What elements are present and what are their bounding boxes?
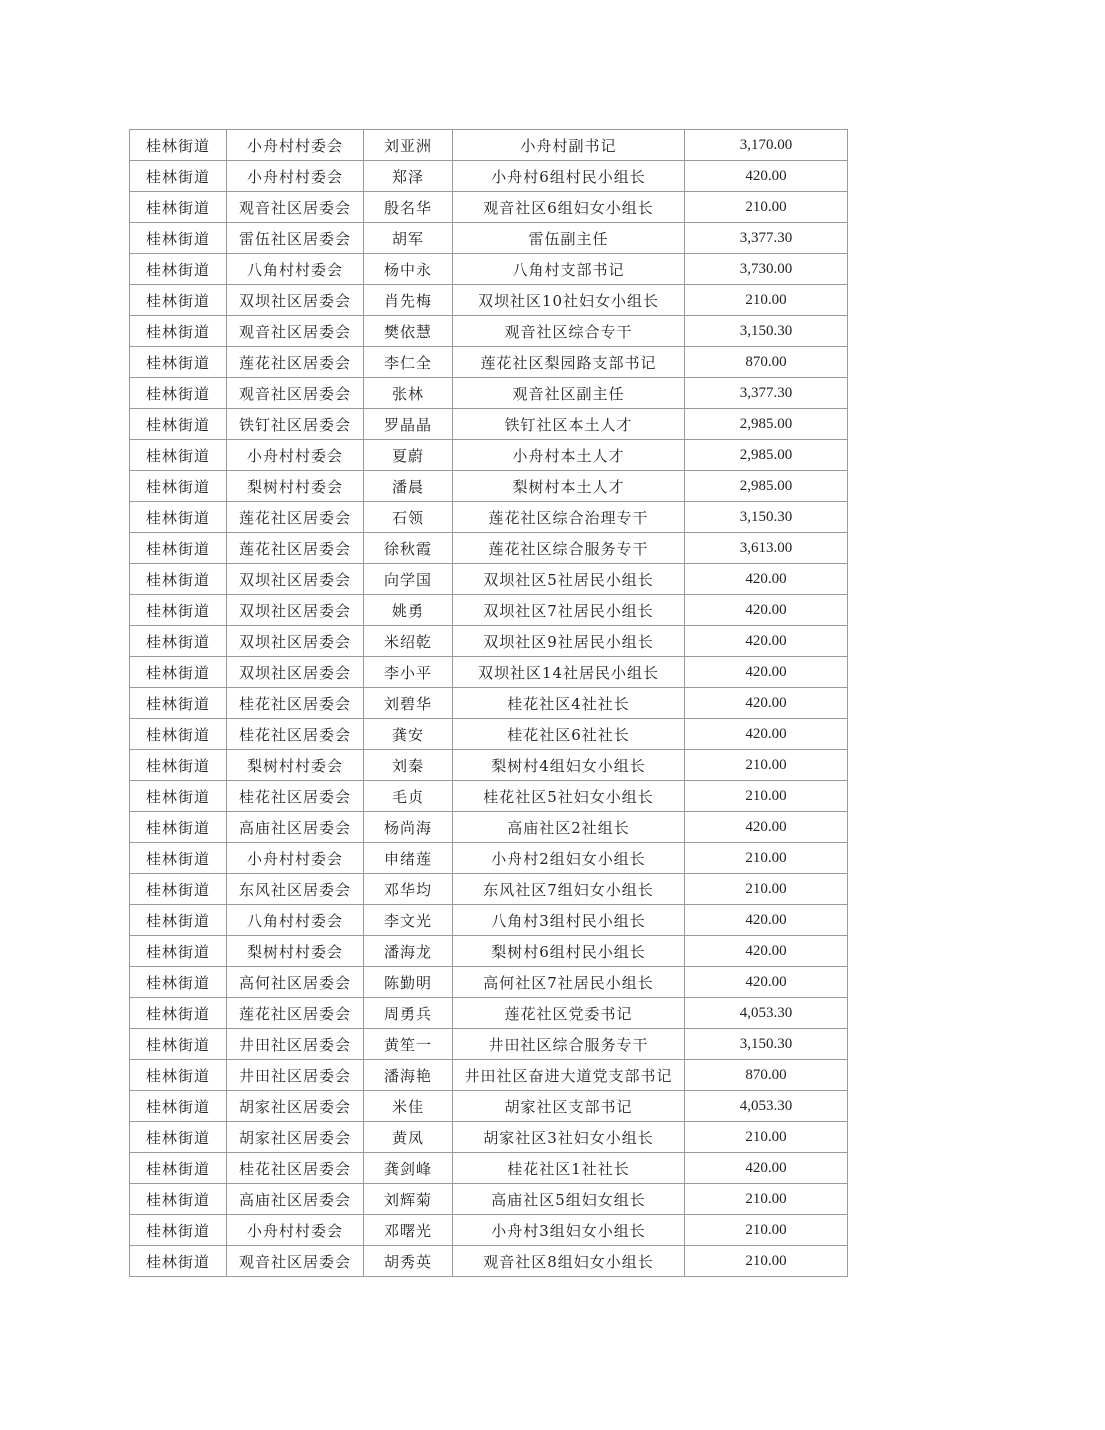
name-cell: 陈勤明 (364, 967, 453, 998)
street-cell: 桂林街道 (130, 440, 227, 471)
street-cell: 桂林街道 (130, 874, 227, 905)
committee-cell: 井田社区居委会 (227, 1060, 364, 1091)
committee-cell: 双坝社区居委会 (227, 285, 364, 316)
amount-cell: 420.00 (685, 967, 848, 998)
street-cell: 桂林街道 (130, 1246, 227, 1277)
street-cell: 桂林街道 (130, 564, 227, 595)
street-cell: 桂林街道 (130, 223, 227, 254)
table-row (130, 471, 848, 502)
name-cell: 邓华均 (364, 874, 453, 905)
table-row (130, 347, 848, 378)
amount-cell: 3,170.00 (685, 130, 848, 161)
amount-cell: 420.00 (685, 719, 848, 750)
name-cell: 潘海龙 (364, 936, 453, 967)
table-row (130, 750, 848, 781)
committee-cell: 观音社区居委会 (227, 192, 364, 223)
position-cell: 小舟村3组妇女小组长 (453, 1215, 685, 1246)
table-row (130, 192, 848, 223)
table-row (130, 223, 848, 254)
amount-cell: 870.00 (685, 1060, 848, 1091)
committee-cell: 观音社区居委会 (227, 316, 364, 347)
position-cell: 井田社区奋进大道党支部书记 (453, 1060, 685, 1091)
table-row (130, 254, 848, 285)
name-cell: 米绍乾 (364, 626, 453, 657)
street-cell: 桂林街道 (130, 1215, 227, 1246)
street-cell: 桂林街道 (130, 657, 227, 688)
street-cell: 桂林街道 (130, 750, 227, 781)
amount-cell: 420.00 (685, 657, 848, 688)
committee-cell: 小舟村村委会 (227, 161, 364, 192)
table-row (130, 874, 848, 905)
street-cell: 桂林街道 (130, 688, 227, 719)
committee-cell: 双坝社区居委会 (227, 657, 364, 688)
name-cell: 刘亚洲 (364, 130, 453, 161)
name-cell: 夏蔚 (364, 440, 453, 471)
committee-cell: 井田社区居委会 (227, 1029, 364, 1060)
table-row (130, 285, 848, 316)
table-row (130, 626, 848, 657)
committee-cell: 高庙社区居委会 (227, 1184, 364, 1215)
table-row (130, 657, 848, 688)
name-cell: 罗晶晶 (364, 409, 453, 440)
position-cell: 莲花社区综合服务专干 (453, 533, 685, 564)
street-cell: 桂林街道 (130, 285, 227, 316)
table-row (130, 719, 848, 750)
amount-cell: 420.00 (685, 626, 848, 657)
position-cell: 双坝社区9社居民小组长 (453, 626, 685, 657)
street-cell: 桂林街道 (130, 936, 227, 967)
position-cell: 双坝社区10社妇女小组长 (453, 285, 685, 316)
table-row (130, 843, 848, 874)
committee-cell: 八角村村委会 (227, 905, 364, 936)
committee-cell: 莲花社区居委会 (227, 502, 364, 533)
table-row (130, 812, 848, 843)
table-row (130, 905, 848, 936)
position-cell: 观音社区副主任 (453, 378, 685, 409)
street-cell: 桂林街道 (130, 1122, 227, 1153)
name-cell: 徐秋霞 (364, 533, 453, 564)
position-cell: 观音社区8组妇女小组长 (453, 1246, 685, 1277)
table-row (130, 378, 848, 409)
amount-cell: 210.00 (685, 843, 848, 874)
amount-cell: 420.00 (685, 812, 848, 843)
name-cell: 潘海艳 (364, 1060, 453, 1091)
street-cell: 桂林街道 (130, 502, 227, 533)
amount-cell: 210.00 (685, 1184, 848, 1215)
street-cell: 桂林街道 (130, 347, 227, 378)
table-row (130, 1060, 848, 1091)
position-cell: 东风社区7组妇女小组长 (453, 874, 685, 905)
street-cell: 桂林街道 (130, 1060, 227, 1091)
amount-cell: 420.00 (685, 688, 848, 719)
name-cell: 潘晨 (364, 471, 453, 502)
name-cell: 毛贞 (364, 781, 453, 812)
amount-cell: 210.00 (685, 1215, 848, 1246)
name-cell: 姚勇 (364, 595, 453, 626)
street-cell: 桂林街道 (130, 998, 227, 1029)
amount-cell: 210.00 (685, 781, 848, 812)
committee-cell: 八角村村委会 (227, 254, 364, 285)
committee-cell: 桂花社区居委会 (227, 688, 364, 719)
street-cell: 桂林街道 (130, 1029, 227, 1060)
committee-cell: 高庙社区居委会 (227, 812, 364, 843)
committee-cell: 桂花社区居委会 (227, 1153, 364, 1184)
name-cell: 石领 (364, 502, 453, 533)
committee-cell: 高何社区居委会 (227, 967, 364, 998)
amount-cell: 2,985.00 (685, 471, 848, 502)
table-row (130, 1246, 848, 1277)
street-cell: 桂林街道 (130, 843, 227, 874)
position-cell: 双坝社区7社居民小组长 (453, 595, 685, 626)
committee-cell: 观音社区居委会 (227, 1246, 364, 1277)
street-cell: 桂林街道 (130, 130, 227, 161)
amount-cell: 4,053.30 (685, 1091, 848, 1122)
amount-cell: 420.00 (685, 595, 848, 626)
amount-cell: 210.00 (685, 750, 848, 781)
committee-cell: 雷伍社区居委会 (227, 223, 364, 254)
amount-cell: 420.00 (685, 905, 848, 936)
committee-cell: 观音社区居委会 (227, 378, 364, 409)
name-cell: 郑泽 (364, 161, 453, 192)
name-cell: 黄笙一 (364, 1029, 453, 1060)
committee-cell: 莲花社区居委会 (227, 998, 364, 1029)
name-cell: 申绪莲 (364, 843, 453, 874)
committee-cell: 双坝社区居委会 (227, 595, 364, 626)
street-cell: 桂林街道 (130, 595, 227, 626)
committee-cell: 小舟村村委会 (227, 843, 364, 874)
street-cell: 桂林街道 (130, 409, 227, 440)
name-cell: 邓曙光 (364, 1215, 453, 1246)
position-cell: 桂花社区4社社长 (453, 688, 685, 719)
table-row (130, 1153, 848, 1184)
amount-cell: 420.00 (685, 936, 848, 967)
amount-cell: 2,985.00 (685, 409, 848, 440)
committee-cell: 桂花社区居委会 (227, 719, 364, 750)
name-cell: 张林 (364, 378, 453, 409)
table-row (130, 967, 848, 998)
committee-cell: 梨树村村委会 (227, 936, 364, 967)
street-cell: 桂林街道 (130, 967, 227, 998)
street-cell: 桂林街道 (130, 378, 227, 409)
street-cell: 桂林街道 (130, 1184, 227, 1215)
amount-cell: 3,613.00 (685, 533, 848, 564)
amount-cell: 3,150.30 (685, 316, 848, 347)
table-row (130, 161, 848, 192)
position-cell: 高庙社区2社组长 (453, 812, 685, 843)
street-cell: 桂林街道 (130, 192, 227, 223)
committee-cell: 莲花社区居委会 (227, 347, 364, 378)
name-cell: 樊依慧 (364, 316, 453, 347)
amount-cell: 210.00 (685, 1246, 848, 1277)
table-row (130, 409, 848, 440)
street-cell: 桂林街道 (130, 626, 227, 657)
name-cell: 杨尚海 (364, 812, 453, 843)
committee-cell: 桂花社区居委会 (227, 781, 364, 812)
name-cell: 李文光 (364, 905, 453, 936)
table-row (130, 1184, 848, 1215)
name-cell: 米佳 (364, 1091, 453, 1122)
name-cell: 黄凤 (364, 1122, 453, 1153)
amount-cell: 3,730.00 (685, 254, 848, 285)
table-row (130, 936, 848, 967)
table-row (130, 1215, 848, 1246)
committee-cell: 双坝社区居委会 (227, 564, 364, 595)
position-cell: 八角村3组村民小组长 (453, 905, 685, 936)
position-cell: 双坝社区5社居民小组长 (453, 564, 685, 595)
amount-cell: 420.00 (685, 1153, 848, 1184)
position-cell: 观音社区综合专干 (453, 316, 685, 347)
amount-cell: 3,377.30 (685, 378, 848, 409)
position-cell: 高何社区7社居民小组长 (453, 967, 685, 998)
table-row (130, 595, 848, 626)
amount-cell: 420.00 (685, 161, 848, 192)
table-row (130, 1091, 848, 1122)
amount-cell: 870.00 (685, 347, 848, 378)
street-cell: 桂林街道 (130, 471, 227, 502)
street-cell: 桂林街道 (130, 161, 227, 192)
street-cell: 桂林街道 (130, 812, 227, 843)
position-cell: 高庙社区5组妇女组长 (453, 1184, 685, 1215)
table-row (130, 1029, 848, 1060)
position-cell: 八角村支部书记 (453, 254, 685, 285)
name-cell: 刘秦 (364, 750, 453, 781)
name-cell: 刘碧华 (364, 688, 453, 719)
amount-cell: 3,377.30 (685, 223, 848, 254)
committee-cell: 胡家社区居委会 (227, 1122, 364, 1153)
name-cell: 刘辉菊 (364, 1184, 453, 1215)
name-cell: 向学国 (364, 564, 453, 595)
table-row (130, 998, 848, 1029)
name-cell: 胡军 (364, 223, 453, 254)
committee-cell: 双坝社区居委会 (227, 626, 364, 657)
amount-cell: 210.00 (685, 1122, 848, 1153)
amount-cell: 4,053.30 (685, 998, 848, 1029)
street-cell: 桂林街道 (130, 1091, 227, 1122)
street-cell: 桂林街道 (130, 781, 227, 812)
position-cell: 莲花社区党委书记 (453, 998, 685, 1029)
name-cell: 周勇兵 (364, 998, 453, 1029)
name-cell: 杨中永 (364, 254, 453, 285)
name-cell: 胡秀英 (364, 1246, 453, 1277)
table-row (130, 440, 848, 471)
amount-cell: 3,150.30 (685, 502, 848, 533)
street-cell: 桂林街道 (130, 533, 227, 564)
committee-cell: 莲花社区居委会 (227, 533, 364, 564)
position-cell: 胡家社区支部书记 (453, 1091, 685, 1122)
position-cell: 桂花社区6社社长 (453, 719, 685, 750)
name-cell: 殷名华 (364, 192, 453, 223)
table-row (130, 533, 848, 564)
name-cell: 李仁全 (364, 347, 453, 378)
committee-cell: 小舟村村委会 (227, 130, 364, 161)
table-row (130, 502, 848, 533)
position-cell: 梨树村4组妇女小组长 (453, 750, 685, 781)
position-cell: 小舟村2组妇女小组长 (453, 843, 685, 874)
committee-cell: 小舟村村委会 (227, 1215, 364, 1246)
position-cell: 莲花社区综合治理专干 (453, 502, 685, 533)
position-cell: 桂花社区5社妇女小组长 (453, 781, 685, 812)
position-cell: 雷伍副主任 (453, 223, 685, 254)
position-cell: 梨树村本土人才 (453, 471, 685, 502)
committee-cell: 胡家社区居委会 (227, 1091, 364, 1122)
position-cell: 小舟村本土人才 (453, 440, 685, 471)
amount-cell: 2,985.00 (685, 440, 848, 471)
committee-cell: 东风社区居委会 (227, 874, 364, 905)
amount-cell: 420.00 (685, 564, 848, 595)
name-cell: 肖先梅 (364, 285, 453, 316)
roster-table (129, 129, 848, 1277)
amount-cell: 3,150.30 (685, 1029, 848, 1060)
committee-cell: 梨树村村委会 (227, 471, 364, 502)
table-row (130, 130, 848, 161)
street-cell: 桂林街道 (130, 254, 227, 285)
position-cell: 观音社区6组妇女小组长 (453, 192, 685, 223)
position-cell: 小舟村6组村民小组长 (453, 161, 685, 192)
table-row (130, 781, 848, 812)
position-cell: 铁钉社区本土人才 (453, 409, 685, 440)
name-cell: 龚安 (364, 719, 453, 750)
committee-cell: 铁钉社区居委会 (227, 409, 364, 440)
position-cell: 莲花社区梨园路支部书记 (453, 347, 685, 378)
street-cell: 桂林街道 (130, 905, 227, 936)
name-cell: 李小平 (364, 657, 453, 688)
roster-table-body (130, 130, 848, 1277)
street-cell: 桂林街道 (130, 719, 227, 750)
amount-cell: 210.00 (685, 285, 848, 316)
street-cell: 桂林街道 (130, 1153, 227, 1184)
committee-cell: 小舟村村委会 (227, 440, 364, 471)
name-cell: 龚剑峰 (364, 1153, 453, 1184)
position-cell: 胡家社区3社妇女小组长 (453, 1122, 685, 1153)
position-cell: 井田社区综合服务专干 (453, 1029, 685, 1060)
table-row (130, 316, 848, 347)
amount-cell: 210.00 (685, 874, 848, 905)
table-row (130, 688, 848, 719)
amount-cell: 210.00 (685, 192, 848, 223)
table-row (130, 564, 848, 595)
position-cell: 双坝社区14社居民小组长 (453, 657, 685, 688)
table-row (130, 1122, 848, 1153)
position-cell: 梨树村6组村民小组长 (453, 936, 685, 967)
street-cell: 桂林街道 (130, 316, 227, 347)
committee-cell: 梨树村村委会 (227, 750, 364, 781)
position-cell: 小舟村副书记 (453, 130, 685, 161)
position-cell: 桂花社区1社社长 (453, 1153, 685, 1184)
